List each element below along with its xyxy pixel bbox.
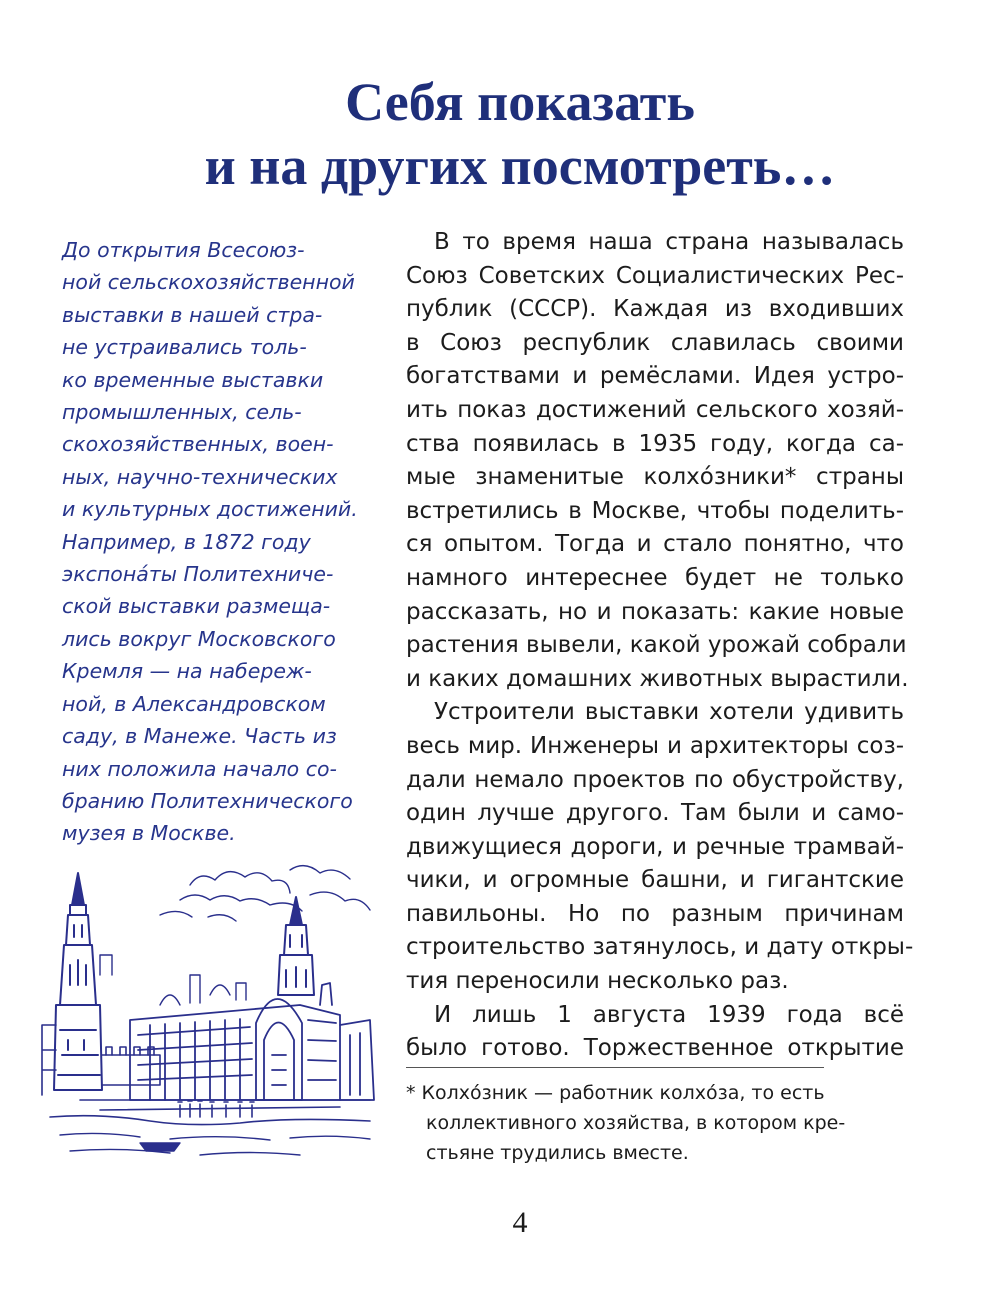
footnote-line: коллективного хозяйства, в котором кре-: [426, 1112, 846, 1134]
main-line: строительство затянулось, и дату откры-: [406, 934, 914, 961]
main-line: движущиеся дороги, и речные трамвай-: [406, 833, 904, 860]
main-line: павильоны. Но по разным причинам: [406, 900, 904, 927]
title-line-1: Себя показать: [345, 72, 695, 132]
main-line: мые знаменитые колхóзники* страны: [406, 464, 904, 491]
main-line: богатствами и ремёслами. Идея устро-: [406, 363, 904, 390]
sidebar-line: ко временные выставки: [62, 367, 324, 392]
main-line: публик (СССР). Каждая из входивших: [406, 296, 904, 323]
main-line: ить показ достижений сельского хозяй-: [406, 396, 904, 423]
main-line: В то время наша страна называлась: [434, 229, 904, 255]
main-line: Союз Советских Социалистических Рес-: [406, 262, 904, 289]
sidebar-line: музея в Москве.: [62, 821, 236, 846]
sidebar-line: лись вокруг Московского: [62, 626, 336, 651]
page-title: [0, 70, 1000, 198]
sidebar-line: не устраивались толь-: [62, 335, 307, 360]
sidebar-line: бранию Политехнического: [62, 788, 353, 813]
main-line: в Союз республик славилась своими: [406, 329, 904, 356]
main-line: ся опытом. Тогда и стало понятно, что: [406, 531, 904, 558]
main-text: [406, 226, 914, 1066]
main-line: было готово. Торжественное открытие: [406, 1035, 904, 1062]
sidebar-line: экспонáты Политехниче-: [62, 562, 334, 587]
sidebar-note: [62, 234, 362, 850]
main-line: дали немало проектов по обустройству,: [406, 766, 904, 793]
footnote: [406, 1078, 886, 1168]
footnote-divider: [406, 1067, 824, 1068]
tower-left-illustration: [54, 873, 102, 1090]
main-line: встретились в Москве, чтобы поделить-: [406, 497, 904, 524]
main-line: чики, и огромные башни, и гигантские: [406, 867, 904, 894]
sidebar-line: Например, в 1872 году: [62, 529, 311, 554]
sidebar-line: выставки в нашей стра-: [62, 302, 323, 327]
sidebar-line: скохозяйственных, воен-: [62, 432, 334, 457]
page-number: 4: [512, 1206, 528, 1239]
sidebar-line: ской выставки размеща-: [62, 594, 331, 619]
sidebar-line: До открытия Всесоюз-: [62, 238, 305, 262]
sidebar-line: и культурных достижений.: [62, 497, 358, 522]
sidebar-line: ной сельскохозяйственной: [62, 270, 355, 295]
main-line: И лишь 1 августа 1939 года всё: [434, 1001, 904, 1028]
title-line-2: и на других посмотреть…: [204, 136, 836, 196]
pavilion-illustration: [130, 983, 374, 1100]
footnote-line: * Колхóзник — работник колхóза, то есть: [406, 1082, 825, 1104]
main-line: Устроители выставки хотели удивить: [434, 699, 904, 726]
embankment-illustration: [50, 1100, 370, 1125]
main-line: тия переносили несколько раз.: [406, 968, 789, 995]
tower-right-illustration: [278, 897, 314, 995]
main-line: ства появилась в 1935 году, когда са-: [406, 430, 904, 457]
footnote-line: стьяне трудились вместе.: [426, 1142, 689, 1164]
main-line: весь мир. Инженеры и архитекторы соз-: [406, 732, 904, 759]
main-line: рассказать, но и показать: какие новые: [406, 598, 904, 625]
sidebar-line: них положила начало со-: [62, 756, 337, 781]
kremlin-embankment-sketch: [40, 855, 385, 1165]
main-line: один лучше другого. Там были и само-: [406, 800, 904, 827]
river-illustration: [60, 1133, 370, 1155]
sidebar-line: промышленных, сель-: [62, 400, 302, 425]
background-buildings-illustration: [100, 955, 246, 1005]
sidebar-line: саду, в Манеже. Часть из: [62, 724, 337, 749]
sidebar-line: Кремля — на набереж-: [62, 659, 312, 684]
sidebar-line: ной, в Александровском: [62, 691, 326, 716]
clouds-illustration: [160, 866, 370, 921]
main-line: намного интереснее будет не только: [406, 564, 904, 591]
main-line: и каких домашних животных вырастили.: [406, 665, 909, 692]
sidebar-line: ных, научно-технических: [62, 464, 338, 489]
main-line: растения вывели, какой урожай собрали: [406, 632, 907, 659]
